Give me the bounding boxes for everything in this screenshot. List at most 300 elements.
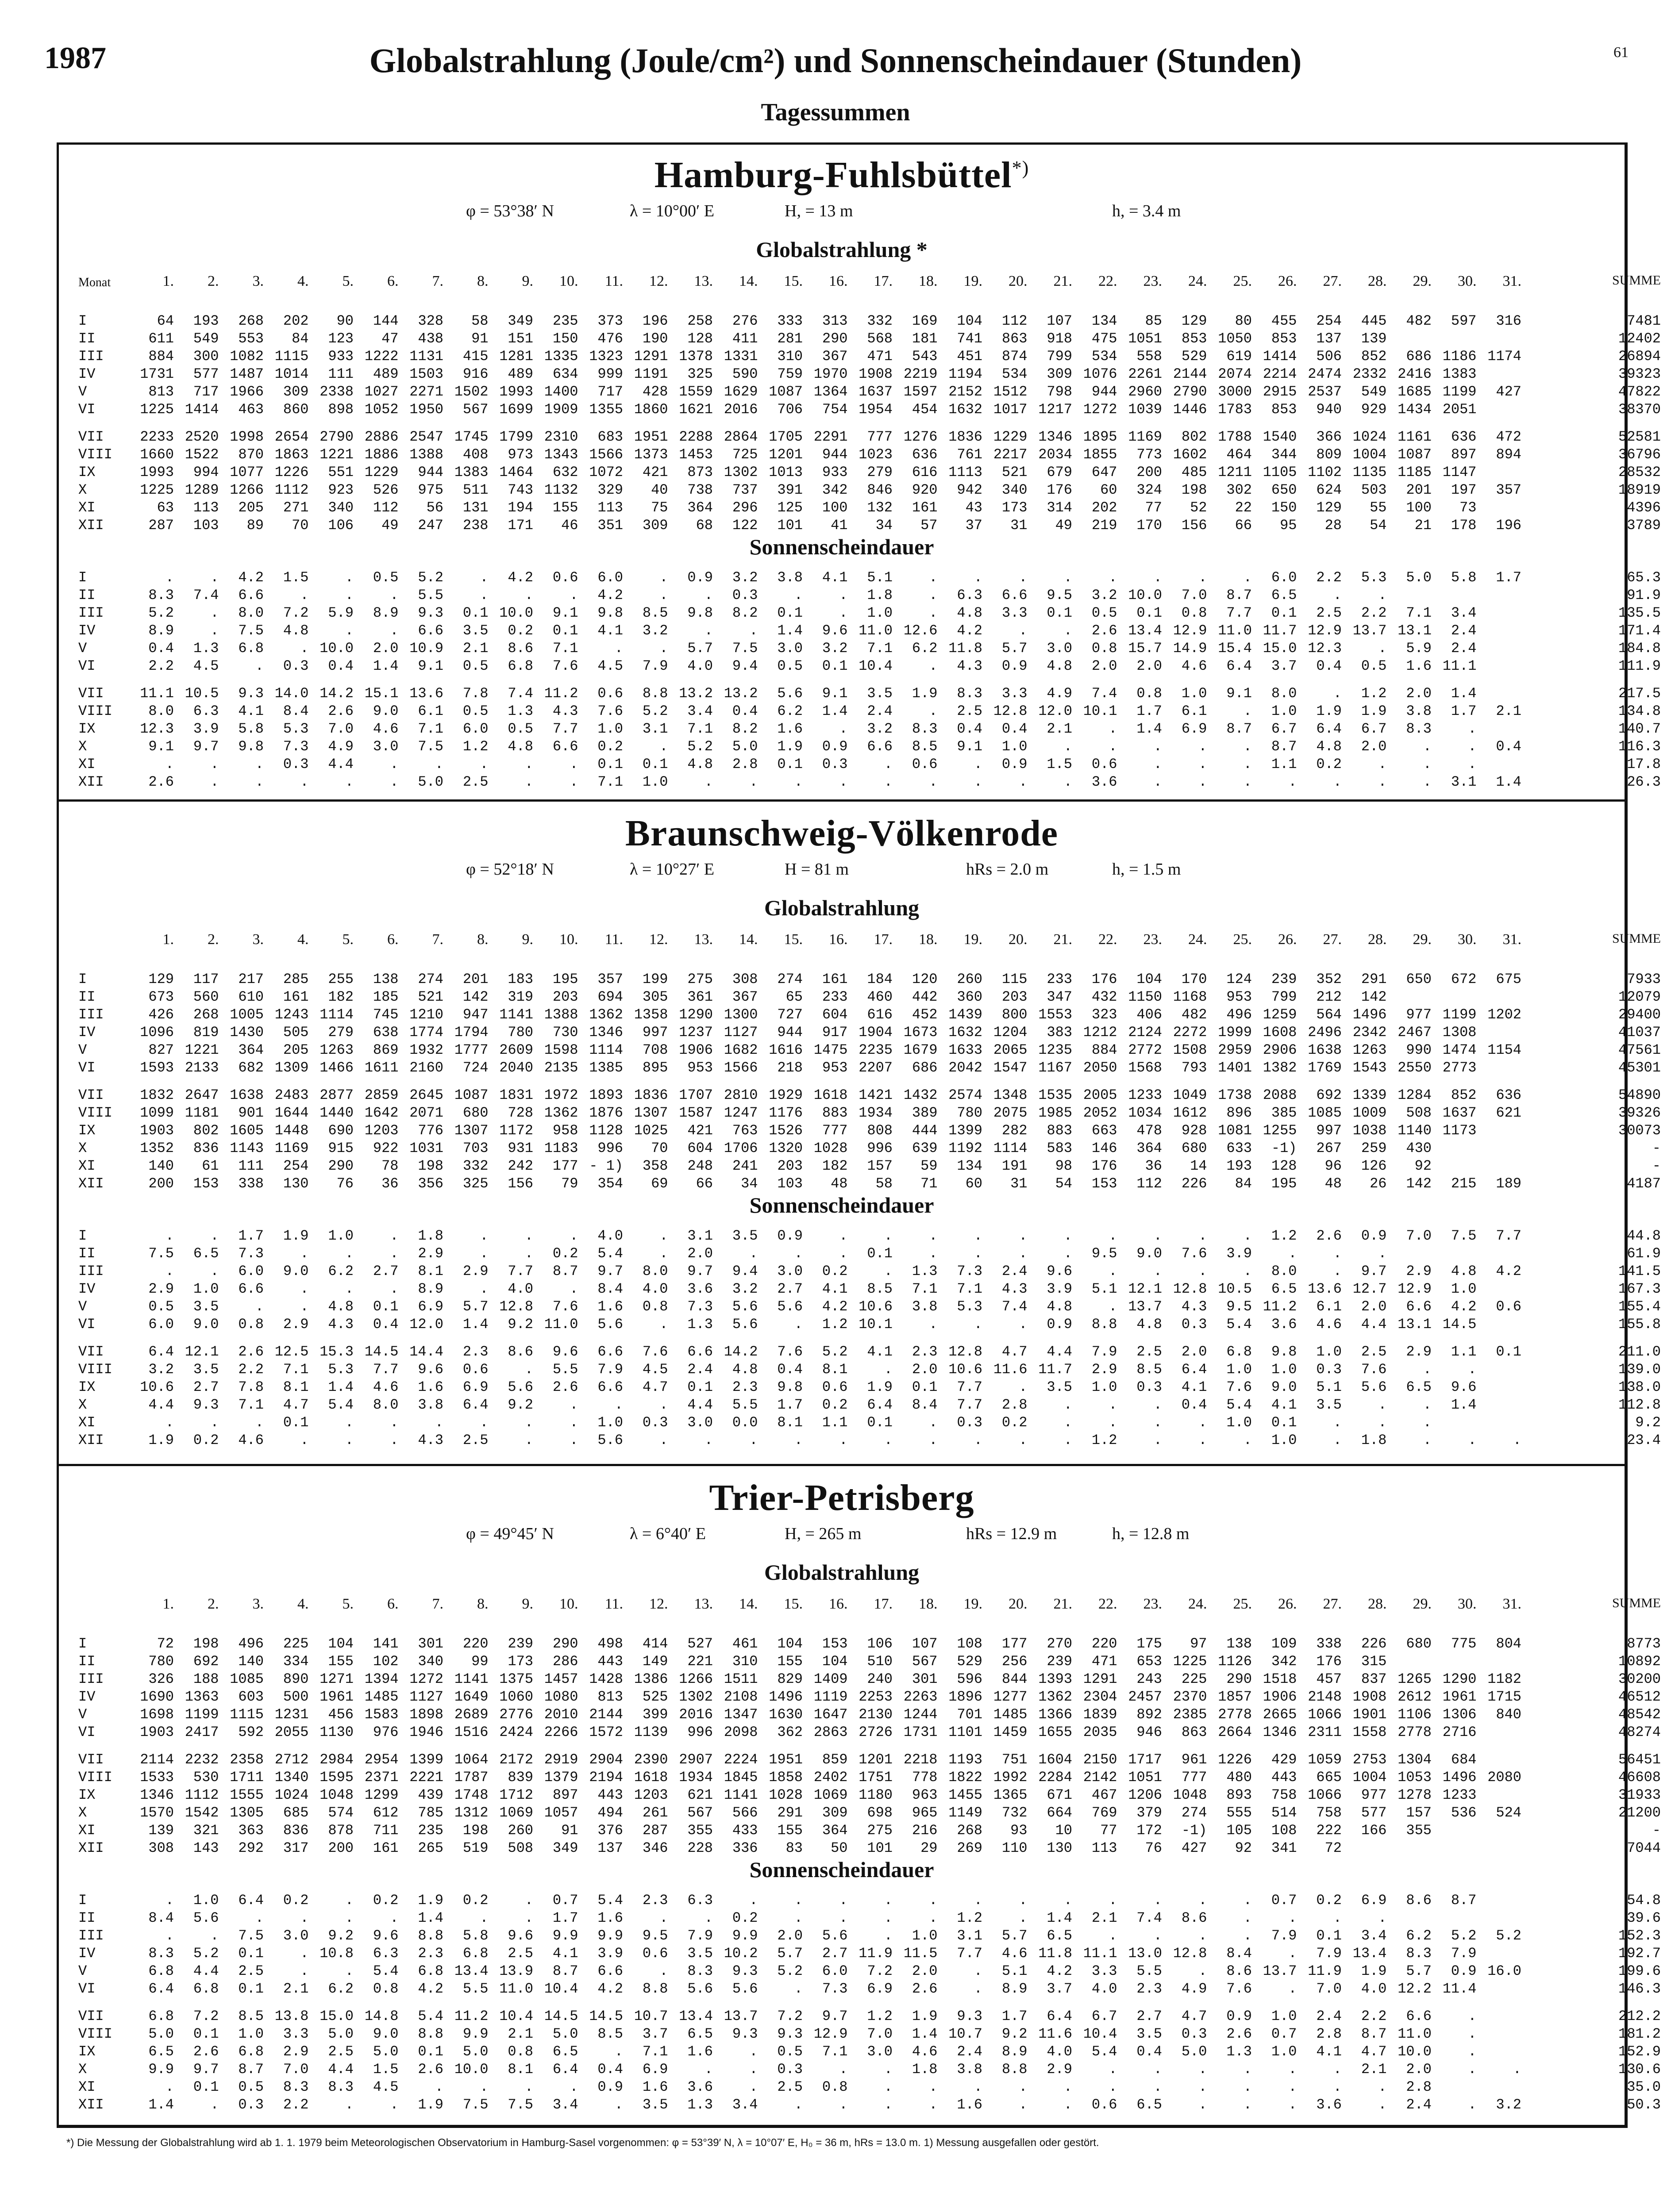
table-cell: 290 [822,330,848,347]
table-cell: 0.4 [373,1316,399,1333]
table-cell: 498 [597,1636,623,1652]
table-cell: 267 [1316,1140,1342,1156]
table-cell: 1446 [1173,401,1207,418]
table-cell: 2.0 [1406,2061,1432,2078]
table-cell: 1300 [724,1006,758,1023]
table-cell: 99 [471,1653,489,1670]
table-cell: 12.8 [993,703,1028,719]
table-cell: 1173 [1442,1122,1477,1139]
table-cell: 759 [777,366,803,382]
table-cell: 2906 [1263,1042,1297,1058]
table-cell: . [345,1963,354,1979]
table-cell: 0.8 [238,1316,264,1333]
column-header-day: 24. [1188,931,1207,948]
table-cell: . [1468,738,1477,755]
table-cell: 235 [418,1822,443,1839]
table-cell: 1114 [320,1006,354,1023]
table-cell: 142 [1361,989,1387,1005]
table-cell: 5.7 [1001,640,1028,657]
table-cell: . [839,2097,848,2113]
table-cell: 869 [373,1042,399,1058]
table-cell: 583 [1047,1140,1072,1156]
table-cell: 2.9 [462,1263,489,1279]
table-cell: 754 [822,401,848,418]
table-cell: 853 [1271,330,1297,347]
table-cell: 7.7 [552,721,578,737]
table-cell: 1440 [320,1105,354,1121]
table-cell: 308 [732,971,758,987]
table-cell: . [1019,622,1028,639]
table-cell: . [1198,2097,1207,2113]
table-cell: 176 [1091,1158,1117,1174]
table-cell: 1202 [1487,1006,1521,1023]
table-cell: 4.2 [597,587,623,603]
table-cell: 1199 [185,1706,219,1723]
row-month: II [78,989,96,1005]
table-cell: 1346 [589,1024,623,1041]
table-cell: 3.3 [1001,605,1028,621]
table-cell: 2385 [1173,1706,1207,1723]
table-cell: 2.0 [912,1361,938,1378]
table-cell: 464 [1226,446,1252,463]
station-name [59,1476,1625,1519]
table-cell: 1049 [1173,1087,1207,1103]
table-cell: 4.8 [508,738,533,755]
table-cell: . [524,756,533,772]
table-cell: 190 [642,330,668,347]
table-cell: 1597 [903,384,938,400]
table-cell: 157 [1406,1805,1432,1821]
table-cell: 10 [1055,1822,1072,1839]
table-cell: 1024 [274,1787,309,1803]
table-cell: 2160 [409,1060,443,1076]
table-cell: 7.7 [957,1945,982,1962]
table-cell: 2.5 [1136,1344,1162,1360]
table-cell: 193 [193,313,219,329]
table-cell: 2984 [320,1751,354,1768]
table-cell: 1004 [1352,446,1387,463]
column-header-day: 12. [649,1596,668,1612]
table-cell: 0.4 [957,721,982,737]
table-cell: 1102 [1308,464,1342,480]
table-cell: 137 [597,1840,623,1856]
table-cell: 0.1 [1271,605,1297,621]
table-cell: . [659,1316,668,1333]
table-cell: 138 [373,971,399,987]
table-cell: 1901 [1352,1706,1387,1723]
table-cell: 1.3 [193,640,219,657]
table-cell: 48 [831,1175,848,1192]
table-cell: 1291 [1083,1671,1117,1687]
table-cell: 6.4 [1316,721,1342,737]
row-month: IV [78,1945,96,1962]
table-cell: 9.6 [552,1344,578,1360]
table-cell: 1.0 [597,1414,623,1431]
table-cell: 445 [1361,313,1387,329]
table-cell: 0.1 [1271,1414,1297,1431]
table-cell: 8.3 [687,1963,713,1979]
table-cell: 2810 [724,1087,758,1103]
table-cell: 799 [1271,989,1297,1005]
table-cell: 1475 [813,1042,848,1058]
table-cell: 309 [822,1805,848,1821]
table-row [59,1140,1661,1158]
table-cell: 1.2 [1091,1432,1117,1448]
column-header-day: 5. [342,273,354,289]
table-cell: 0.6 [1496,1298,1521,1315]
table-cell: 1167 [1038,1060,1072,1076]
table-cell: 2080 [1487,1769,1521,1786]
table-cell: 2.0 [777,1928,803,1944]
table-cell: 0.4 [732,703,758,719]
table-cell: 129 [1316,499,1342,516]
table-cell: 5.0 [148,2026,174,2042]
table-cell: 1.0 [328,1228,354,1244]
table-cell: 8.0 [1271,1263,1297,1279]
table-cell: 1966 [230,384,264,400]
table-cell: 225 [283,1636,309,1652]
table-cell: 9.3 [957,2008,982,2024]
table-row [59,989,1661,1006]
station-divider [59,799,1625,802]
column-header-sum: SUMME [1612,273,1661,288]
table-cell: 2.6 [328,703,354,719]
table-cell: 149 [642,1653,668,1670]
table-row [59,2097,1661,2114]
table-cell: 2496 [1308,1024,1342,1041]
table-cell: 5.6 [732,1316,758,1333]
table-cell: 109 [1271,1636,1297,1652]
table-cell: 2609 [499,1042,533,1058]
table-cell: 385 [1271,1105,1297,1121]
table-cell: 2416 [1398,366,1432,382]
table-cell: 9.3 [418,605,443,621]
table-cell: 567 [462,401,489,418]
table-cell: 1459 [993,1724,1028,1740]
table-cell: 808 [867,1122,893,1139]
table-cell: 5.7 [462,1298,489,1315]
table-cell: 5.2 [1451,1928,1477,1944]
table-cell: 6.8 [462,1945,489,1962]
table-cell: 290 [1226,1671,1252,1687]
coord-hrs: hRs = 12.9 m [966,1525,1057,1543]
table-cell: 309 [642,517,668,534]
table-row [59,1414,1661,1432]
table-cell: . [390,2097,399,2113]
row-month: V [78,1706,87,1723]
table-cell: 7.7 [1226,605,1252,621]
row-month: VI [78,1724,96,1740]
table-cell: 282 [1001,1122,1028,1139]
table-cell: 2370 [1173,1689,1207,1705]
table-cell: . [659,738,668,755]
table-cell: 1.9 [283,1228,309,1244]
station-coordinates [59,201,1625,223]
table-cell: . [1063,622,1072,639]
table-cell: 3.9 [193,721,219,737]
table-cell: 8.9 [373,605,399,621]
table-cell: 1583 [364,1706,399,1723]
table-cell: 72 [157,1636,174,1652]
table-cell: 4.8 [687,756,713,772]
table-cell: 111 [328,366,354,382]
table-cell: 1.4 [822,703,848,719]
table-cell: 5.9 [328,605,354,621]
table-cell: 1.5 [373,2061,399,2078]
table-cell: 1072 [589,464,623,480]
table-cell: 0.5 [508,721,533,737]
table-cell: 1893 [589,1087,623,1103]
table-cell: 9.5 [1226,1298,1252,1315]
table-cell: 9.3 [732,2026,758,2042]
table-cell: 185 [373,989,399,1005]
table-row [59,756,1661,774]
table-cell: 104 [328,1636,354,1652]
table-cell: 1748 [454,1787,489,1803]
row-sum: 146.3 [1618,1981,1661,1997]
table-cell: 863 [1001,330,1028,347]
table-cell: 411 [732,330,758,347]
table-cell: 0.6 [552,569,578,586]
table-cell: 255 [328,971,354,987]
table-cell: . [1423,1414,1432,1431]
table-cell: 10.6 [140,1379,174,1395]
table-cell: 9.4 [732,658,758,674]
table-cell: . [524,587,533,603]
column-header-day: 29. [1413,931,1432,948]
table-cell: 9.0 [373,2026,399,2042]
table-cell: 1.0 [1451,1281,1477,1297]
table-cell: 8.7 [552,1963,578,1979]
table-cell: 14.5 [544,2008,578,2024]
table-cell: 10.9 [409,640,443,657]
table-cell: 239 [1047,1653,1072,1670]
row-sum: 184.8 [1618,640,1661,657]
table-cell: 0.2 [373,1892,399,1909]
table-cell: 0.9 [1001,756,1028,772]
table-cell: 439 [418,1787,443,1803]
table-cell: 13.9 [499,1963,533,1979]
row-sum: 35.0 [1627,2079,1661,2095]
column-header-day: 14. [739,1596,758,1612]
table-cell: 198 [418,1158,443,1174]
coord-phi: φ = 49°45′ N [466,1525,554,1543]
table-cell: 153 [1091,1175,1117,1192]
table-cell: 2612 [1398,1689,1432,1705]
table-cell: . [974,756,982,772]
table-cell: 7.5 [418,738,443,755]
table-cell: 0.9 [597,2079,623,2095]
table-cell: 5.2 [418,569,443,586]
table-cell: 325 [687,366,713,382]
table-cell: 1655 [1038,1724,1072,1740]
table-cell: 5.6 [508,1379,533,1395]
table-cell: 0.1 [597,756,623,772]
table-cell: 2.0 [1136,658,1162,674]
station-coordinates [59,1524,1625,1546]
table-cell: 11.1 [1442,658,1477,674]
table-cell: 1745 [454,429,489,445]
table-cell: . [1063,1432,1072,1448]
table-cell: 1231 [274,1706,309,1723]
table-cell: 2864 [724,429,758,445]
table-cell: -1) [1271,1140,1297,1156]
column-header-day: 24. [1188,273,1207,289]
table-cell: 675 [1496,971,1521,987]
table-row [59,1361,1661,1379]
table-cell: . [1288,2079,1297,2095]
table-cell: 2217 [993,446,1028,463]
table-cell: 4.3 [1001,1281,1028,1297]
table-cell: . [1153,2079,1162,2095]
table-cell: 10.0 [1398,2043,1432,2060]
table-cell: . [390,756,399,772]
table-cell: 8.4 [597,1281,623,1297]
table-row [59,1805,1661,1822]
table-cell: 1685 [1398,384,1432,400]
table-cell: 1.4 [1451,1397,1477,1413]
table-cell: 944 [822,446,848,463]
table-cell: 310 [777,348,803,365]
table-cell: 6.4 [867,1397,893,1413]
table-cell: 10.5 [185,685,219,702]
page-title: Globalstrahlung (Joule/cm²) und Sonnenscheindauer (Stunden) [369,41,1302,80]
table-cell: . [1109,2061,1117,2078]
row-sum: 4187 [1627,1175,1661,1192]
column-header-day: 26. [1278,931,1297,948]
table-cell: 291 [777,1805,803,1821]
table-cell: 5.8 [238,721,264,737]
table-cell: 6.8 [238,640,264,657]
table-cell: 107 [912,1636,938,1652]
table-cell: 883 [1047,1122,1072,1139]
row-month: III [78,1263,104,1279]
table-cell: 2.9 [1047,2061,1072,2078]
table-cell: 555 [1226,1805,1252,1821]
table-cell: . [1109,1928,1117,1944]
table-cell: 10.7 [634,2008,668,2024]
table-cell: 7.5 [732,640,758,657]
table-cell: 296 [732,499,758,516]
table-cell: 775 [1451,1636,1477,1652]
table-cell: 2065 [993,1042,1028,1058]
section-heading-global [59,895,1625,921]
table-cell: 3.0 [867,2043,893,2060]
row-month: VII [78,429,104,445]
table-cell: 2.5 [462,774,489,790]
column-header-sum: SUMME [1612,1596,1661,1610]
table-cell: 529 [1181,348,1207,365]
table-cell: . [524,1245,533,1262]
table-cell: 176 [1316,1653,1342,1670]
table-cell: 1393 [1038,1671,1072,1687]
table-cell: . [929,2079,938,2095]
table-cell: 4.6 [912,2043,938,2060]
table-cell: 11.1 [140,685,174,702]
table-cell: 1.0 [1271,1432,1297,1448]
column-header-day: 2. [208,931,219,948]
table-cell: 364 [1136,1140,1162,1156]
table-cell: 1346 [1038,429,1072,445]
table-cell: 2172 [499,1751,533,1768]
row-month: III [78,348,104,365]
table-cell: 3.5 [1136,2026,1162,2042]
table-cell: 4.0 [1047,2043,1072,2060]
table-cell: 5.4 [597,1245,623,1262]
table-cell: 171 [508,517,533,534]
table-cell: . [884,1263,893,1279]
table-cell: . [1333,1910,1342,1926]
table-cell: 1112 [185,1787,219,1803]
table-cell: 4.1 [597,622,623,639]
table-cell: 7.1 [822,2043,848,2060]
table-cell: 248 [687,1158,713,1174]
table-cell: 1909 [544,401,578,418]
table-cell: . [570,1432,578,1448]
table-cell: 521 [1001,464,1028,480]
table-cell: . [480,1245,489,1262]
coord-phi: φ = 52°18′ N [466,860,554,879]
table-cell: 323 [1091,1006,1117,1023]
table-cell: 836 [283,1822,309,1839]
table-cell: 7.1 [238,1397,264,1413]
table-cell: 1526 [769,1122,803,1139]
table-cell: 188 [193,1671,219,1687]
row-sum: 41037 [1618,1024,1661,1041]
table-cell: 0.8 [642,1298,668,1315]
table-cell: 2.9 [1091,1361,1117,1378]
table-cell: 1299 [364,1787,399,1803]
table-cell: 9.6 [508,1928,533,1944]
table-cell: 3.7 [1047,1981,1072,1997]
table-cell: 6.5 [193,1245,219,1262]
table-cell: 2.1 [283,1981,309,1997]
table-cell: 503 [1361,482,1387,498]
table-row [59,658,1661,676]
row-sum: 54.8 [1627,1892,1661,1909]
table-cell: 243 [1136,1671,1162,1687]
table-cell: 290 [328,1158,354,1174]
table-cell: 3.6 [687,2079,713,2095]
table-cell: . [300,1432,309,1448]
table-cell: 8.1 [508,2061,533,2078]
row-month: IV [78,622,96,639]
table-cell: . [884,2079,893,2095]
column-header-day: 18. [919,273,938,289]
table-cell: 1.9 [418,1892,443,1909]
table-cell: 701 [957,1706,982,1723]
table-cell: 21 [1414,517,1432,534]
table-cell: . [1333,1263,1342,1279]
column-header-day: 19. [963,931,982,948]
table-cell: 8.7 [1226,587,1252,603]
table-cell: 1386 [634,1671,668,1687]
column-header-day: 1. [162,931,174,948]
table-row [59,1671,1661,1689]
table-cell: 1.0 [1226,1414,1252,1431]
table-cell: 8.4 [912,1397,938,1413]
column-header-day: 29. [1413,273,1432,289]
table-cell: 1004 [1352,1769,1387,1786]
column-header-day: 11. [604,931,623,948]
table-cell: 1.2 [1361,685,1387,702]
row-sum: 7481 [1627,313,1661,329]
table-cell: 54 [1055,1175,1072,1192]
table-cell: 1025 [634,1122,668,1139]
table-cell: 421 [642,464,668,480]
table-cell: 2071 [409,1105,443,1121]
table-cell: 1265 [1398,1671,1432,1687]
